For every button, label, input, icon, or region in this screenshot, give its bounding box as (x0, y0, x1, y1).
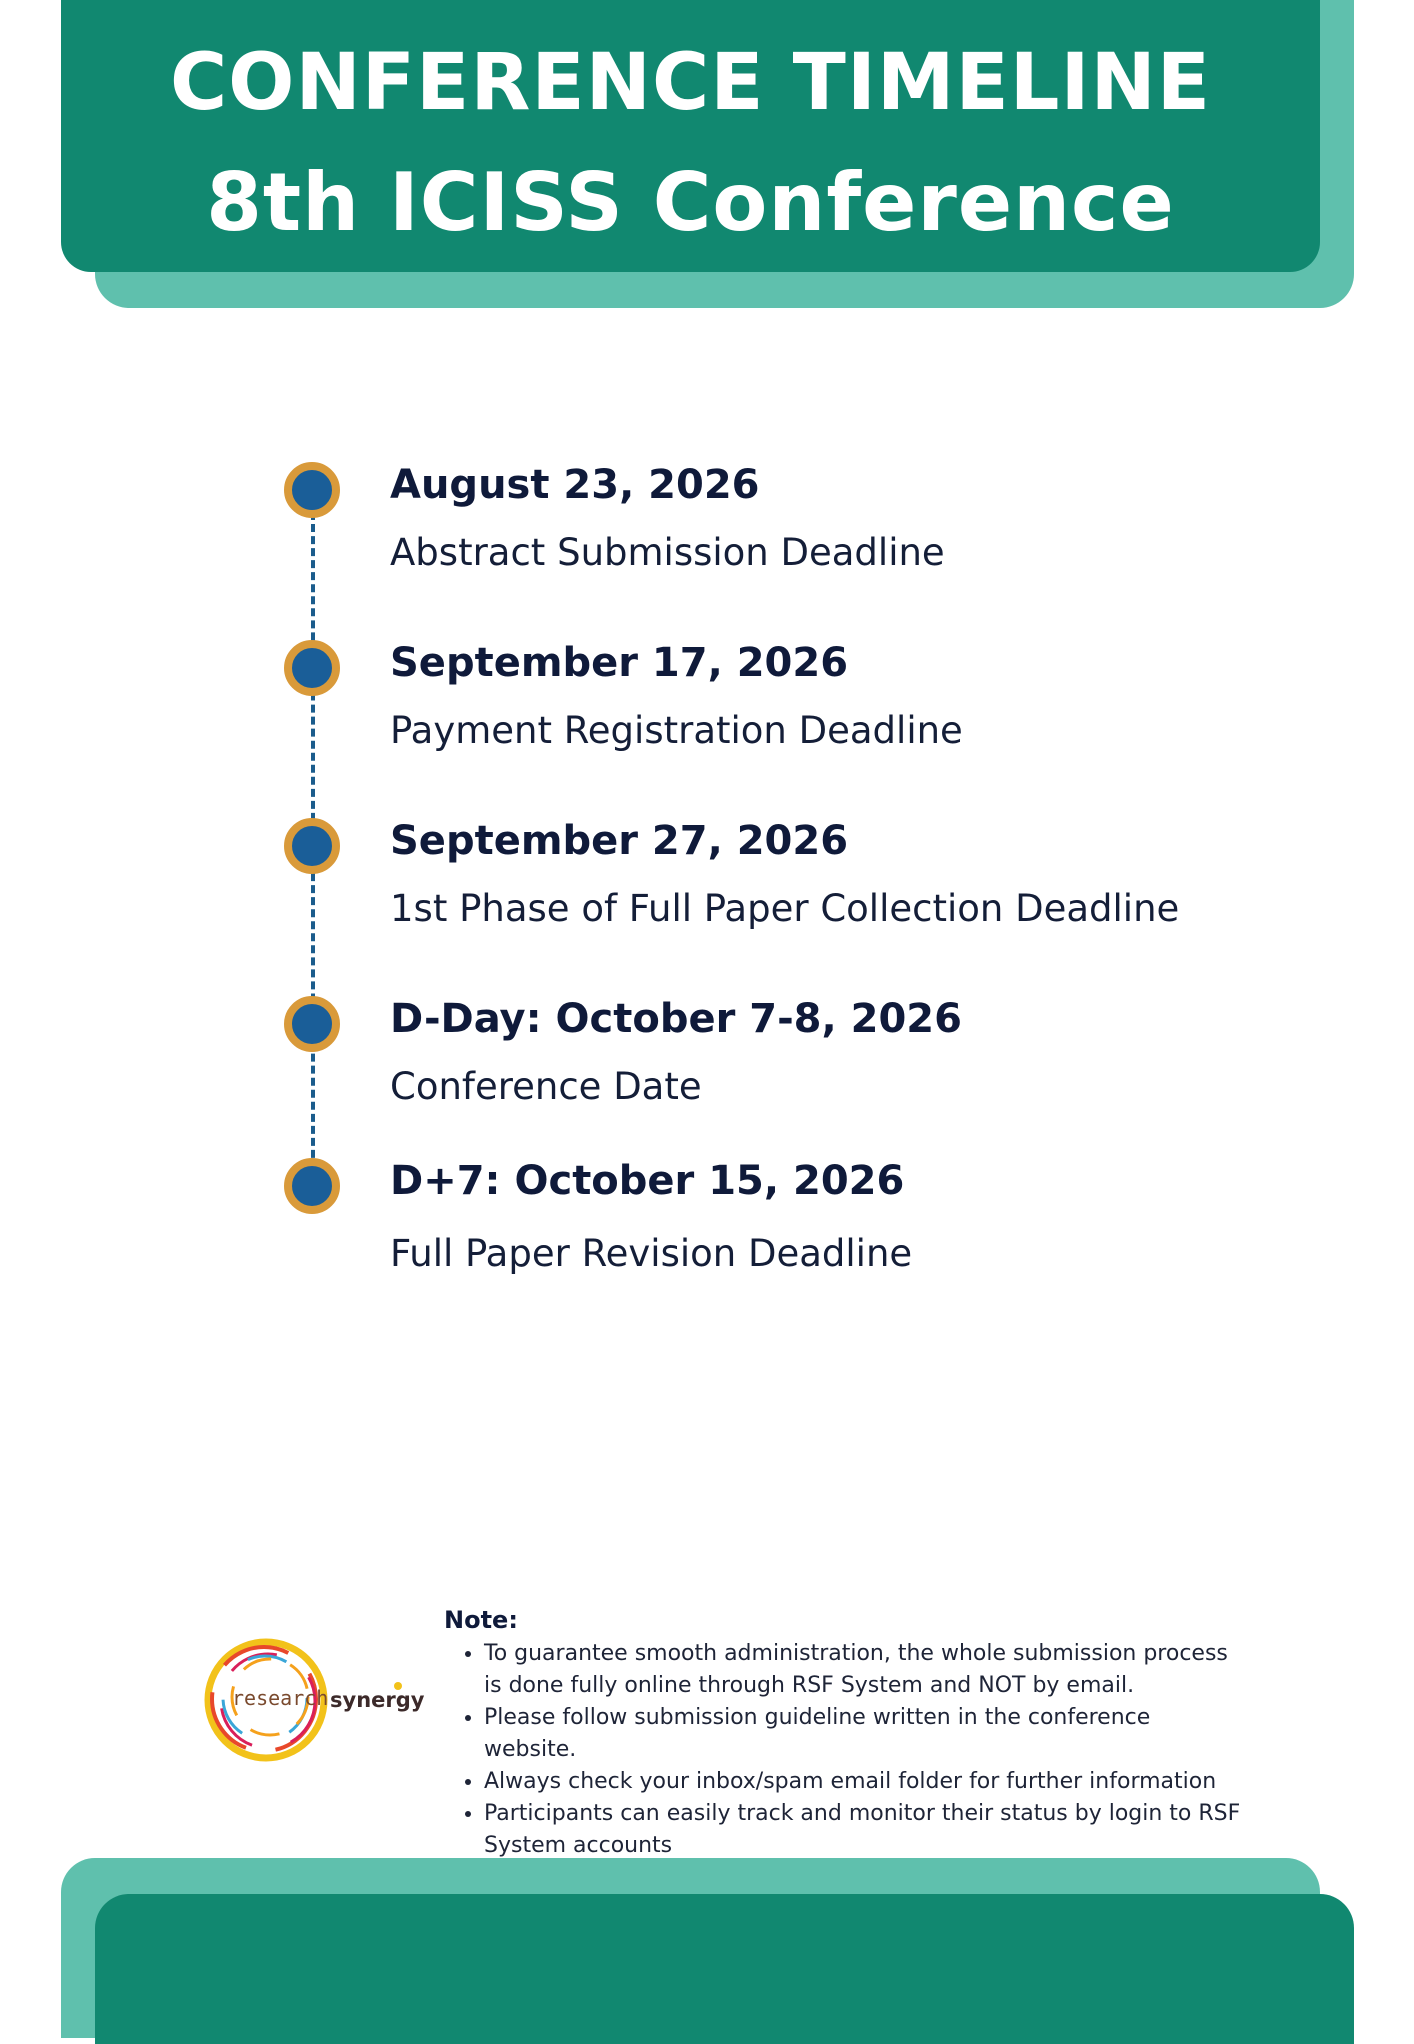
logo-word-research: research (232, 1686, 329, 1710)
logo-word-synergy: synergy (330, 1688, 425, 1712)
note-section (444, 1606, 1244, 1862)
timeline-event: 1st Phase of Full Paper Collection Deadline (390, 887, 1180, 930)
note-item: • Always check your inbox/spam email folder for further information (484, 1766, 1244, 1798)
note-title: Note: (444, 1606, 518, 1634)
footer-banner (95, 1894, 1354, 2044)
timeline-event: Abstract Submission Deadline (390, 531, 945, 574)
timeline-marker-icon (284, 1158, 340, 1214)
header-banner (61, 0, 1320, 272)
page-subtitle: 8th ICISS Conference (206, 156, 1175, 249)
timeline-date: September 17, 2026 (390, 640, 849, 686)
timeline-date: August 23, 2026 (390, 462, 760, 508)
timeline-event: Payment Registration Deadline (390, 709, 963, 752)
note-list (444, 1638, 1244, 1862)
timeline-event: Conference Date (390, 1065, 702, 1108)
timeline-date: D-Day: October 7-8, 2026 (390, 996, 962, 1042)
note-item: • To guarantee smooth administration, the whole submission process is done fully online through RSF System and NOT by email. (484, 1638, 1244, 1702)
research-synergy-logo (198, 1634, 425, 1764)
timeline-marker-icon (284, 640, 340, 696)
timeline-event: Full Paper Revision Deadline (390, 1232, 913, 1275)
note-item: • Please follow submission guideline written in the conference website. (484, 1702, 1244, 1766)
timeline-marker-icon (284, 462, 340, 518)
timeline-date: D+7: October 15, 2026 (390, 1158, 905, 1204)
page-title: CONFERENCE TIMELINE (169, 38, 1212, 128)
timeline-marker-icon (284, 996, 340, 1052)
note-item: • Participants can easily track and monitor their status by login to RSF System accounts (484, 1798, 1244, 1862)
timeline-marker-icon (284, 818, 340, 874)
timeline-date: September 27, 2026 (390, 818, 849, 864)
